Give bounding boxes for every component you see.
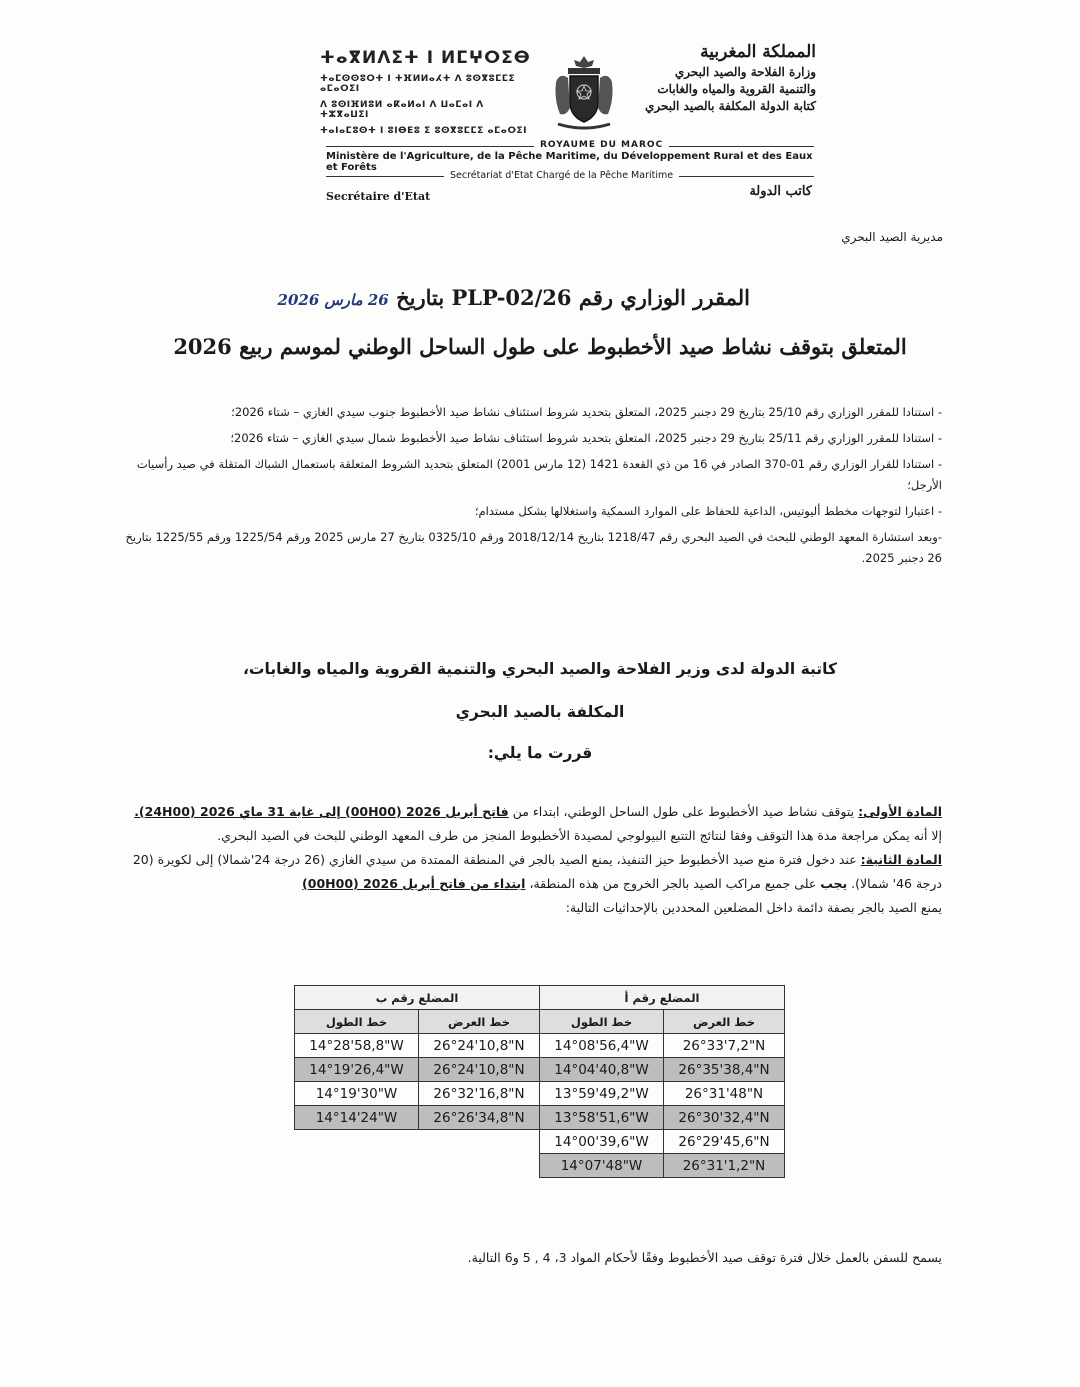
lon-cell: 14°19'30"W [295,1082,419,1106]
lat-cell: 26°35'38,4"N [664,1058,785,1082]
considerations [112,402,942,574]
lat-cell: 26°26'34,8"N [419,1106,540,1130]
arabic-line: والتنمية القروية والمياه والغابات [657,82,816,96]
authority-line-2: المكلفة بالصيد البحري [455,703,625,721]
polygon-a-header: المضلع رقم أ [540,986,785,1010]
col-lon-b: خط الطول [295,1010,419,1034]
lon-cell: 13°59'49,2"W [540,1082,664,1106]
tifinagh-header [320,48,535,136]
table-row [295,1130,785,1154]
lon-cell: 14°14'24"W [295,1106,419,1130]
tifinagh-line: ⵜⴰⵎⵙⵙⵓⵔⵜ ⵏ ⵜⴼⵍⵍⴰⵃⵜ ⴷ ⵓⵙⴳⵓⵎⵎⵉ ⴰⵎⴰⵔⵉⵏ [320,74,516,94]
articles [124,800,942,920]
lon-cell: 14°28'58,8"W [295,1034,419,1058]
consideration-item: - استنادا للمقرر الوزاري رقم 25/11 بتاريخ 29 دجنبر 2025، المتعلق بتحديد شروط استئناف نشاط صيد الأخطبوط شمال سيدي الغازي – شتاء 2026؛ [230,431,942,445]
arabic-line: كتابة الدولة المكلفة بالصيد البحري [644,99,816,113]
article-2-polygons: يمنع الصيد بالجر بصفة دائمة داخل المضلعين المحددين بالإحداثيات التالية: [565,900,942,915]
lon-cell: 14°04'40,8"W [540,1058,664,1082]
article-2-text: عند دخول فترة منع صيد الأخطبوط حيز التنفيذ، يمنع الصيد بالجر في المنطقة الممتدة من سيدي الغازي (26 درجة 24'شمالا) إلى لكويرة (20 درجة 46' شمالا). [132,852,942,891]
tifinagh-line: ⵜⴰⵏⴰⵎⵓⵙⵜ ⵏ ⵓⵏⴱⴹⵓ ⵉ ⵓⵙⴳⵓⵎⵎⵉ ⴰⵎⴰⵔⵉⵏ [320,126,527,136]
lon-cell: 14°08'56,4"W [540,1034,664,1058]
lon-cell: 14°07'48"W [540,1154,664,1178]
consideration-item: - استنادا للقرار الوزاري رقم 01-370 الصادر في 16 من ذي القعدة 1421 (12 مارس 2001) المتعلق بتحديد الشروط المتعلقة باستعمال الشباك المتقلة في صيد رأسيات الأرجل؛ [136,457,942,492]
fr-secretariat: Secrétariat d'Etat Chargé de la Pêche Maritime [444,170,679,181]
tifinagh-line: ⴷ ⵓⵙⵏⴼⵍⵓⵍ ⴰⴽⴰⵍⴰⵏ ⴷ ⵡⴰⵎⴰⵏ ⴷ ⵜⵣⴳⴰⵡⵉⵏ [320,100,484,120]
table-row [295,1058,785,1082]
decree-number: المقرر الوزاري رقم PLP-02/26 بتاريخ [396,285,750,310]
consideration-item: -وبعد استشارة المعهد الوطني للبحث في الصيد البحري رقم 1218/47 بتاريخ 2018/12/14 ورقم 0325/10 بتاريخ 27 مارس 2025 ورقم 1225/54 ورقم 1225/55 بتاريخ 26 دجنبر 2025. [125,530,942,565]
col-lat-b: خط العرض [419,1010,540,1034]
decree-subject: المتعلق بتوقف نشاط صيد الأخطبوط على طول الساحل الوطني لموسم ربيع 2026 [173,334,907,359]
arabic-kingdom: المملكة المغربية [700,42,816,62]
decree-title [270,285,750,310]
lat-cell: 26°31'48"N [664,1082,785,1106]
lon-cell: 13°58'51,6"W [540,1106,664,1130]
col-lon-a: خط الطول [540,1010,664,1034]
lon-cell: 14°19'26,4"W [295,1058,419,1082]
coordinates-table [294,985,785,1178]
lat-cell: 26°32'16,8"N [419,1082,540,1106]
lat-cell: 26°24'10,8"N [419,1058,540,1082]
fr-royaume: ROYAUME DU MAROC [534,140,669,150]
lat-cell: 26°30'32,4"N [664,1106,785,1130]
fr-secretaire: Secrétaire d'Etat [326,190,431,203]
lat-cell: 26°29'45,6"N [664,1130,785,1154]
date-stamp: 26 مارس 2026 [277,291,389,309]
tifinagh-title: ⵜⴰⴳⵍⴷⵉⵜ ⵏ ⵍⵎⵖⵔⵉⴱ [320,48,531,68]
lat-cell: 26°24'10,8"N [419,1034,540,1058]
article-1-text: يتوقف نشاط صيد الأخطبوط على طول الساحل الوطني، ابتداء من [508,804,859,819]
direction-label: مديرية الصيد البحري [841,230,943,244]
decision-heading: قررت ما يلي: [487,744,593,762]
article-2-must: يجب [820,876,848,891]
lon-cell: 14°00'39,6"W [540,1130,664,1154]
polygon-b-header: المضلع رقم ب [295,986,540,1010]
lat-cell: 26°31'1,2"N [664,1154,785,1178]
article-1-period: فاتح أبريل 2026 (00H00) إلى غاية 31 ماي 2026 (24H00). [134,804,509,819]
table-row [295,1154,785,1178]
article-1 [124,800,942,824]
lat-cell: 26°33'7,2"N [664,1034,785,1058]
article-2-start: ابتداء من فاتح أبريل 2026 (00H00) [302,876,526,891]
consideration-item: - اعتبارا لتوجهات مخطط أليوتيس، الداعية للحفاظ على الموارد السمكية واستغلالها بشكل مستدام؛ [474,504,942,518]
final-paragraph: يسمح للسفن بالعمل خلال فترة توقف صيد الأخطبوط وفقًا لأحكام المواد 3، 4 , 5 و6 التالية. [467,1250,942,1265]
consideration-item: - استنادا للمقرر الوزاري رقم 25/10 بتاريخ 29 دجنبر 2025، المتعلق بتحديد شروط استئناف نشاط صيد الأخطبوط جنوب سيدي الغازي – شتاء 2026؛ [231,405,942,419]
article-1-note: إلا أنه يمكن مراجعة مدة هذا التوقف وفقا لنتائج التتبع البيولوجي لمصيدة الأخطبوط المنجز من طرف المعهد الوطني للبحث في الصيد البحري. [217,828,942,843]
article-2 [124,848,942,896]
table-row [295,1082,785,1106]
table-row [295,1106,785,1130]
fr-ministere: Ministère de l'Agriculture, de la Pêche Maritime, du Développement Rural et des Eaux et Forêts [326,151,813,173]
col-lat-a: خط العرض [664,1010,785,1034]
article-2-text-2: على جميع مراكب الصيد بالجر الخروج من هذه المنطقة، [525,876,821,891]
ar-secretaire: كاتب الدولة [749,184,812,199]
arabic-line: وزارة الفلاحة والصيد البحري [674,65,816,79]
article-2-label: المادة الثانية: [860,852,942,867]
article-1-label: المادة الأولى: [858,804,942,819]
authority-line-1: كاتبة الدولة لدى وزير الفلاحة والصيد البحري والتنمية القروية والمياه والغابات، [243,660,837,678]
table-row [295,1034,785,1058]
arabic-header [606,42,816,113]
